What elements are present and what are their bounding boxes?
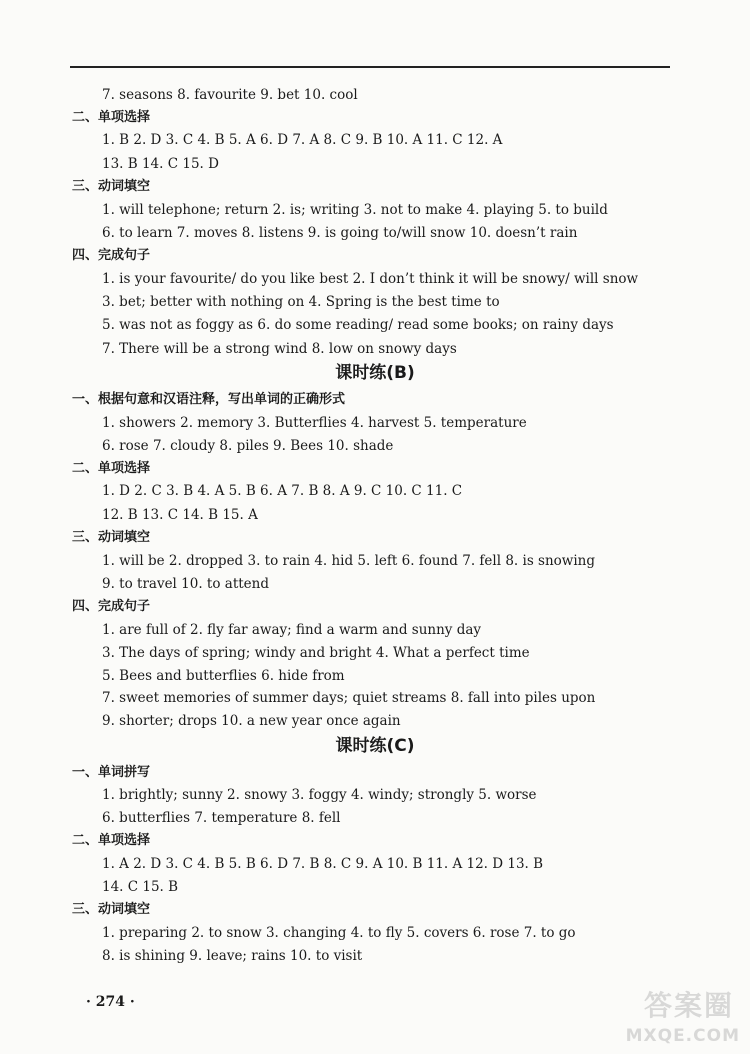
section-heading: 三、动词填空 — [72, 902, 151, 917]
section-heading: 四、完成句子 — [72, 248, 151, 263]
answer-line: 1. will telephone; return 2. is; writing 3. not to make 4. playing 5. to build — [102, 202, 608, 218]
lesson-title: 课时练(B) — [335, 363, 415, 383]
answer-line: 12. B 13. C 14. B 15. A — [102, 507, 258, 523]
answer-line: 7. seasons 8. favourite 9. bet 10. cool — [102, 87, 358, 103]
answer-line: 1. brightly; sunny 2. snowy 3. foggy 4. windy; strongly 5. worse — [102, 787, 537, 803]
watermark-url: MXQE.COM — [625, 1026, 740, 1046]
answer-line: 13. B 14. C 15. D — [102, 156, 219, 172]
watermark — [612, 984, 744, 1046]
section-heading: 二、单项选择 — [72, 110, 151, 125]
answer-line: 7. sweet memories of summer days; quiet streams 8. fall into piles upon — [102, 690, 596, 706]
page-number: · 274 · — [86, 994, 135, 1010]
answer-line: 9. shorter; drops 10. a new year once again — [102, 713, 401, 729]
answer-line: 5. Bees and butterflies 6. hide from — [102, 668, 345, 684]
section-heading: 四、完成句子 — [72, 599, 151, 614]
answer-line: 1. preparing 2. to snow 3. changing 4. to fly 5. covers 6. rose 7. to go — [102, 925, 576, 941]
header-rule — [70, 66, 670, 68]
answer-line: 1. showers 2. memory 3. Butterflies 4. harvest 5. temperature — [102, 415, 527, 431]
section-heading: 三、动词填空 — [72, 179, 151, 194]
section-heading: 三、动词填空 — [72, 530, 151, 545]
section-heading: 一、根据句意和汉语注释，写出单词的正确形式 — [72, 392, 346, 407]
watermark-logo: 答案圈 — [643, 989, 734, 1022]
answer-line: 14. C 15. B — [102, 879, 179, 895]
answer-line: 1. B 2. D 3. C 4. B 5. A 6. D 7. A 8. C 9. B 10. A 11. C 12. A — [102, 132, 503, 148]
section-heading: 二、单项选择 — [72, 461, 151, 476]
section-heading: 二、单项选择 — [72, 833, 151, 848]
answer-line: 7. There will be a strong wind 8. low on snowy days — [102, 341, 457, 357]
answer-line: 6. to learn 7. moves 8. listens 9. is going to/will snow 10. doesn’t rain — [102, 225, 578, 241]
answer-line: 3. The days of spring; windy and bright 4. What a perfect time — [102, 645, 530, 661]
answer-line: 9. to travel 10. to attend — [102, 576, 269, 592]
answer-line: 1. A 2. D 3. C 4. B 5. B 6. D 7. B 8. C 9. A 10. B 11. A 12. D 13. B — [102, 856, 544, 872]
answer-line: 5. was not as foggy as 6. do some reading/ read some books; on rainy days — [102, 317, 614, 333]
answer-line: 6. rose 7. cloudy 8. piles 9. Bees 10. shade — [102, 438, 394, 454]
section-heading: 一、单词拼写 — [72, 765, 151, 780]
answer-line: 1. D 2. C 3. B 4. A 5. B 6. A 7. B 8. A 9. C 10. C 11. C — [102, 483, 463, 499]
answer-line: 1. is your favourite/ do you like best 2. I don’t think it will be snowy/ will snow — [102, 271, 639, 287]
answer-line: 1. will be 2. dropped 3. to rain 4. hid 5. left 6. found 7. fell 8. is snowing — [102, 553, 595, 569]
answer-line: 8. is shining 9. leave; rains 10. to visit — [102, 948, 363, 964]
lesson-title: 课时练(C) — [335, 736, 415, 756]
answer-line: 3. bet; better with nothing on 4. Spring is the best time to — [102, 294, 500, 310]
answer-line: 6. butterflies 7. temperature 8. fell — [102, 810, 341, 826]
answer-line: 1. are full of 2. fly far away; find a warm and sunny day — [102, 622, 482, 638]
